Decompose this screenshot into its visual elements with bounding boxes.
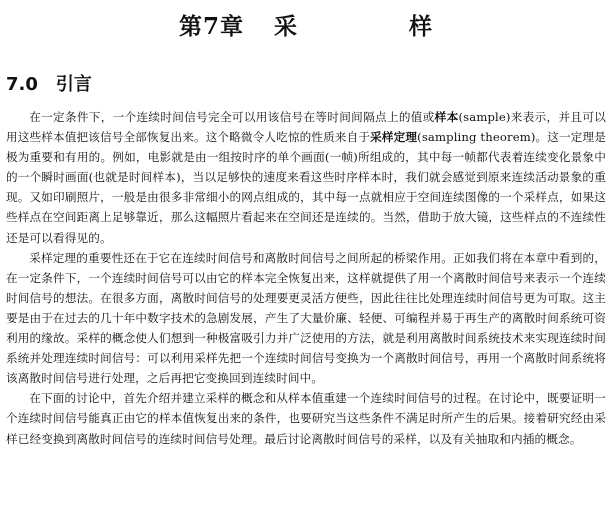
paragraph	[6, 248, 606, 389]
text-run: 采样定理的重要性还在于它在连续时间信号和离散时间信号之间所起的桥梁作用。正如我们将在本章中看到的，在一定条件下，一个连续时间信号可以由它的样本完全恢复出来，这样就提供了用一个离散时间信号来表示一个连续时间信号的想法。在很多方面，离散时间信号的处理要更灵活方便些，因此往往比处理连续时间信号更为可取。这主要是由于在过去的几十年中数字技术的急剧发展，产生了大量价廉、轻便、可编程并易于再生产的离散时间系统可资利用的缘故。采样的概念使人们想到一种极富吸引力并广泛使用的方法，就是利用离散时间系统技术来实现连续时间系统并处理连续时间信号：可以利用采样先把一个连续时间信号变换为一个离散时间信号，再用一个离散时间系统将该离散时间信号进行处理，之后再把它变换回到连续时间中。	[6, 250, 606, 386]
bold-term-sampling-theorem: 采样定理	[370, 130, 418, 145]
text-run: (sampling theorem)。这一定理是极为重要和有用的。例如，电影就是由一组按时序的单个画面(一帧)所组成的，其中每一帧都代表着连续变化景象中的一个瞬时画面(也就是时间样本)，当以足够快的速度来看这些时序样本时，我们就会感觉到原来连续活动景象的重现。又如印刷照片，一般是由很多非常细小的网点组成的，其中每一点就相应于空间连续图像的一个采样点，如果这些样点在空间距离上足够靠近，那么这幅照片看起来在空间还是连续的。当然，借助于放大镜，这些样点的不连续性还是可以看得见的。	[6, 130, 606, 245]
section-heading	[6, 70, 92, 96]
paragraph	[6, 107, 606, 248]
paragraph	[6, 388, 606, 448]
text-run: 在下面的讨论中，首先介绍并建立采样的概念和从样本值重建一个连续时间信号的过程。在讨论中，既要证明一个连续时间信号能真正由它的样本值恢复出来的条件，也要研究当这些条件不满足时所产生的后果。接着研究经由采样已经变换到离散时间信号的连续时间信号处理。最后讨论离散时间信号的采样，以及有关抽取和内插的概念。	[6, 391, 606, 446]
bold-term-sample: 样本	[434, 110, 459, 124]
text-run: 在一定条件下，一个连续时间信号完全可以用该信号在等时间间隔点上的值或	[29, 110, 435, 124]
text-run: (sample)来表示，并且可以用这些样本值把该信号全部恢复出来。这个略微令人吃惊的性质来自于	[6, 110, 606, 145]
section-title: 引言	[55, 74, 92, 95]
chapter-number: 第7章	[178, 13, 244, 40]
chapter-title	[0, 8, 611, 41]
section-number: 7.0	[6, 74, 38, 95]
body-text	[6, 107, 606, 449]
chapter-name: 采 样	[274, 13, 485, 40]
